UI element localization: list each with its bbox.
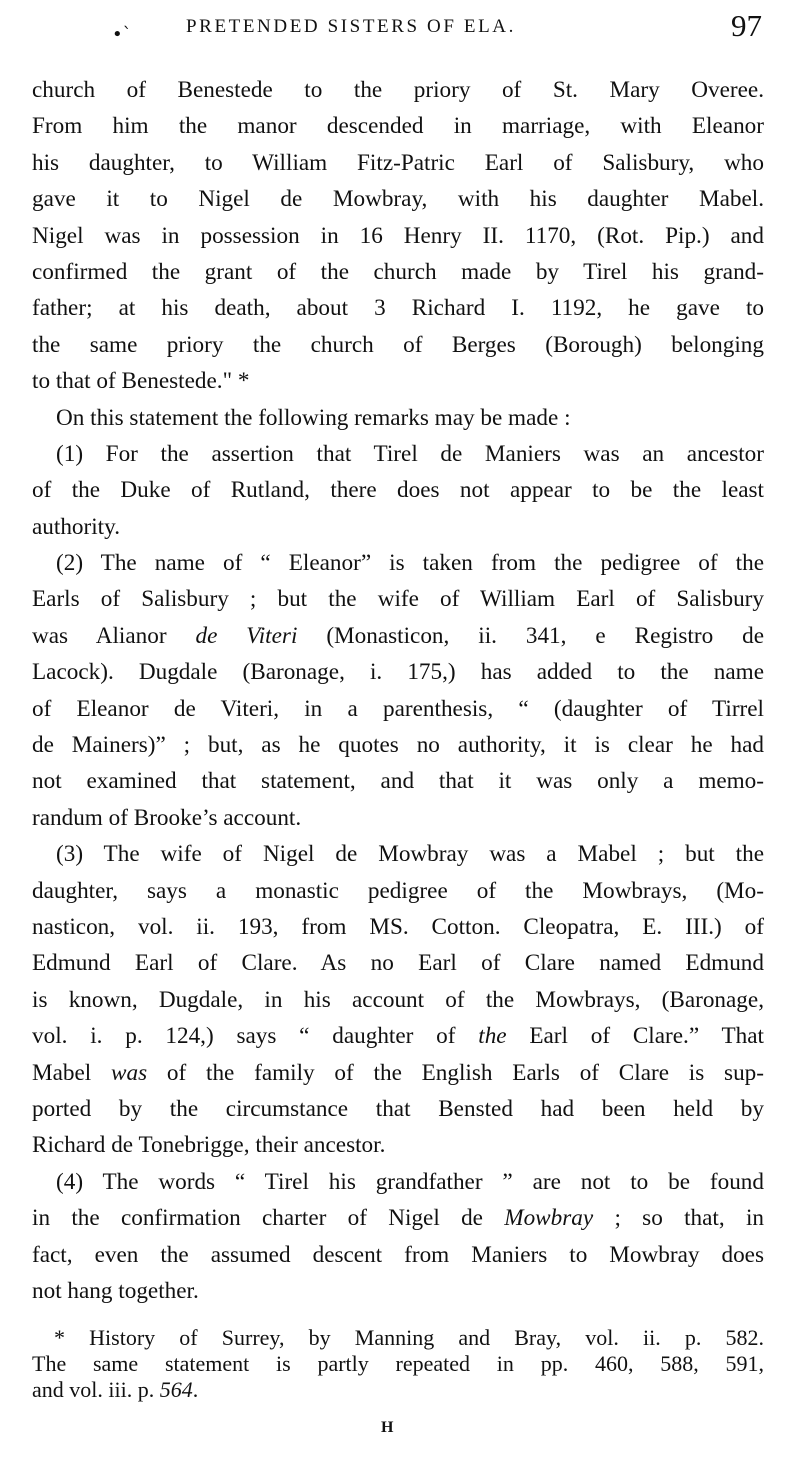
italic-text: Mowbray — [504, 1205, 594, 1232]
text-line: the same priory the church of Berges (Borough) belonging — [32, 331, 764, 358]
text-line: church of Benestede to the priory of St. Mary Overee. — [32, 77, 764, 103]
text-line: not examined that statement, and that it was only a memo- — [32, 768, 764, 795]
paragraph-remark-3 — [32, 836, 764, 1164]
text-line: Edmund Earl of Clare. As no Earl of Clare named Edmund — [32, 950, 764, 977]
page-number: 97 — [731, 8, 762, 43]
text-line: Lacock). Dugdale (Baronage, i. 175,) has added to the name — [32, 659, 764, 686]
running-title: PRETENDED SISTERS OF ELA. — [186, 16, 516, 37]
text-line: to that of Benestede." * — [32, 368, 250, 395]
text-line: daughter, says a monastic pedigree of the Mowbrays, (Mo- — [32, 877, 764, 904]
text-run: vol. i. p. 124,) says “ daughter of — [32, 1023, 479, 1050]
text-line: fact, even the assumed descent from Maniers to Mowbray does — [32, 1241, 764, 1268]
text-run: and vol. iii. p. — [32, 1377, 160, 1402]
text-line: Richard de Tonebrigge, their ancestor. — [32, 1132, 386, 1159]
italic-text: was — [111, 1059, 148, 1086]
printer-mark: •` — [112, 24, 132, 45]
text-line: On this statement the following remarks may be made : — [56, 404, 571, 431]
text-line — [32, 1018, 764, 1054]
text-line: nasticon, vol. ii. 193, from MS. Cotton. Cleopatra, E. III.) of — [32, 913, 764, 940]
text-run: of the family of the English Earls of Clare is sup- — [147, 1059, 764, 1086]
text-line: Nigel was in possession in 16 Henry II. 1170, (Rot. Pip.) and — [32, 222, 764, 249]
paragraph-1 — [32, 72, 764, 400]
text-line: authority. — [32, 513, 121, 540]
text-line: From him the manor descended in marriage, with Eleanor — [32, 113, 764, 140]
signature-mark: H — [381, 1419, 394, 1436]
footnote-line: * History of Surrey, by Manning and Bray, vol. ii. p. 582. — [54, 1325, 764, 1350]
text-line: his daughter, to William Fitz-Patric Earl of Salisbury, who — [32, 149, 764, 176]
text-line: not hang together. — [32, 1277, 199, 1304]
footnote-line: The same statement is partly repeated in pp. 460, 588, 591, — [32, 1351, 764, 1376]
text-line: Earls of Salisbury ; but the wife of William Earl of Salisbury — [32, 586, 764, 613]
text-line: randum of Brooke’s account. — [32, 804, 302, 831]
italic-text: 564 — [159, 1377, 193, 1402]
text-run: (Monasticon, ii. 341, e Registro de — [297, 622, 764, 649]
text-line — [32, 618, 764, 654]
text-run: was Alianor — [32, 622, 196, 649]
text-line: (3) The wife of Nigel de Mowbray was a Mabel ; but the — [56, 841, 764, 868]
text-line: (1) For the assertion that Tirel de Maniers was an ancestor — [56, 440, 764, 467]
italic-text: de Viteri — [195, 622, 298, 649]
body-text — [32, 72, 764, 1309]
text-line: de Mainers)” ; but, as he quotes no authority, it is clear he had — [32, 732, 764, 759]
text-line: ported by the circumstance that Bensted had been held by — [32, 1095, 764, 1122]
paragraph-2 — [32, 400, 764, 436]
paragraph-remark-2 — [32, 545, 764, 836]
text-line: of the Duke of Rutland, there does not appear to be the least — [32, 477, 764, 504]
paragraph-remark-4 — [32, 1164, 764, 1310]
text-run: in the confirmation charter of Nigel de — [32, 1205, 505, 1232]
running-header — [0, 6, 800, 46]
text-run: Mabel — [32, 1059, 112, 1086]
text-line: father; at his death, about 3 Richard I. 1192, he gave to — [32, 295, 764, 322]
text-line: is known, Dugdale, in his account of the Mowbrays, (Baronage, — [32, 986, 764, 1013]
text-run: Earl of Clare.” That — [506, 1023, 764, 1050]
text-line: confirmed the grant of the church made by Tirel his grand- — [32, 258, 764, 285]
paragraph-remark-1 — [32, 436, 764, 545]
text-run: . — [192, 1377, 199, 1402]
text-line: (2) The name of “ Eleanor” is taken from the pedigree of the — [56, 550, 764, 577]
text-line — [32, 1200, 764, 1236]
text-run: ; so that, in — [593, 1205, 764, 1232]
footnote-line — [32, 1377, 764, 1403]
text-line: of Eleanor de Viteri, in a parenthesis, “ (daughter of Tirrel — [32, 695, 764, 722]
text-line — [32, 1055, 764, 1091]
text-line: gave it to Nigel de Mowbray, with his daughter Mabel. — [32, 186, 764, 213]
text-line: (4) The words “ Tirel his grandfather ” are not to be found — [56, 1168, 764, 1195]
footnote — [32, 1325, 764, 1403]
italic-text: the — [478, 1023, 507, 1050]
